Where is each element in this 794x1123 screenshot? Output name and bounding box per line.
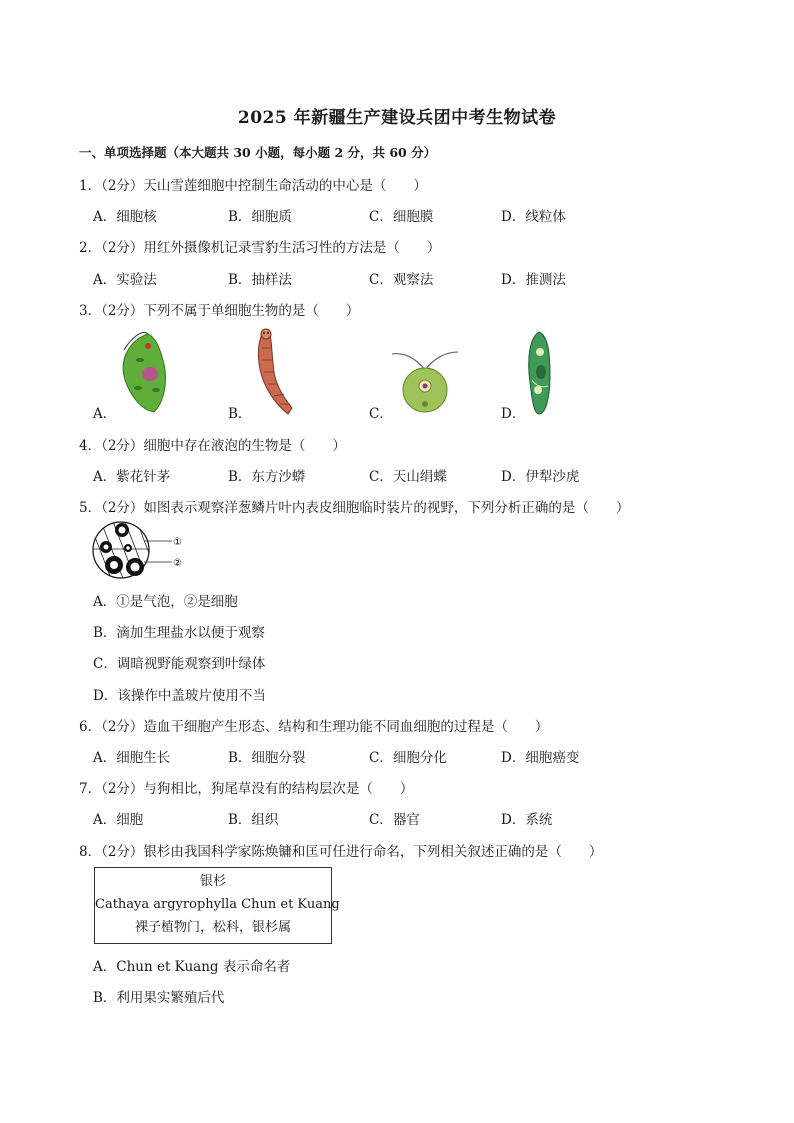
- q4-option-b: B．东方沙蟒: [228, 469, 306, 485]
- q4-option-d: D．伊犁沙虎: [501, 469, 580, 485]
- question-1-stem: 1．（2分）天山雪莲细胞中控制生命活动的中心是（ ）: [79, 178, 427, 194]
- q6-option-a: A．细胞生长: [93, 750, 171, 766]
- q3-option-b: B．: [228, 406, 252, 422]
- q7-option-b: B．组织: [228, 812, 279, 828]
- microscope-field-image: [92, 519, 192, 581]
- q2-option-c: C．观察法: [369, 272, 434, 288]
- q2-option-b: B．抽样法: [228, 272, 292, 288]
- box-scientific-name: Cathaya argyrophylla Chun et Kuang: [95, 897, 340, 912]
- q3-option-c: C．: [369, 406, 393, 422]
- q2-option-a: A．实验法: [93, 272, 157, 288]
- q3-option-a: A．: [93, 406, 117, 422]
- q6-option-b: B．细胞分裂: [228, 750, 306, 766]
- q7-option-a: A．细胞: [93, 812, 144, 828]
- q1-option-c: C．细胞膜: [369, 209, 434, 225]
- euglena-image: [118, 330, 178, 416]
- question-2-stem: 2．（2分）用红外摄像机记录雪豹生活习性的方法是（ ）: [79, 240, 441, 256]
- box-common-name: 银杉: [199, 874, 226, 889]
- question-3-stem: 3．（2分）下列不属于单细胞生物的是（ ）: [79, 303, 360, 319]
- section-heading: 一、单项选择题（本大题共 30 小题，每小题 2 分，共 60 分）: [79, 145, 437, 160]
- q1-option-b: B．细胞质: [228, 209, 292, 225]
- box-taxonomy: 裸子植物门，松科，银杉属: [134, 920, 291, 935]
- figure-label-1: ①: [173, 537, 182, 548]
- page-title: 2025 年新疆生产建设兵团中考生物试卷: [237, 108, 557, 128]
- q2-option-d: D．推测法: [501, 272, 566, 288]
- q5-option-c: C．调暗视野能观察到叶绿体: [93, 656, 266, 672]
- q4-option-c: C．天山绢蝶: [369, 469, 447, 485]
- q1-option-d: D．线粒体: [501, 209, 566, 225]
- q7-option-c: C．器官: [369, 812, 420, 828]
- q6-option-d: D．细胞癌变: [501, 750, 580, 766]
- q4-option-a: A．紫花针茅: [93, 469, 171, 485]
- classification-box: [94, 867, 340, 944]
- figure-label-2: ②: [173, 558, 182, 569]
- paramecium-image: [524, 330, 554, 416]
- question-7-stem: 7．（2分）与狗相比，狗尾草没有的结构层次是（ ）: [79, 781, 414, 797]
- q6-option-c: C．细胞分化: [369, 750, 447, 766]
- q5-option-d: D．该操作中盖玻片使用不当: [93, 688, 266, 704]
- q7-option-d: D．系统: [501, 812, 553, 828]
- q8-option-a: A．Chun et Kuang 表示命名者: [93, 959, 291, 975]
- q8-option-b: B．利用果实繁殖后代: [93, 990, 225, 1006]
- q1-option-a: A．细胞核: [93, 209, 157, 225]
- tapeworm-image: [248, 328, 294, 418]
- question-6-stem: 6．（2分）造血干细胞产生形态、结构和生理功能不同血细胞的过程是（ ）: [79, 719, 549, 735]
- question-4-stem: 4．（2分）细胞中存在液泡的生物是（ ）: [79, 438, 346, 454]
- q5-option-b: B．滴加生理盐水以便于观察: [93, 625, 265, 641]
- q5-option-a: A．①是气泡，②是细胞: [93, 594, 238, 610]
- chlamydomonas-image: [390, 348, 460, 416]
- q3-option-d: D．: [501, 406, 526, 422]
- question-5-stem: 5．（2分）如图表示观察洋葱鳞片叶内表皮细胞临时装片的视野，下列分析正确的是（ ）: [79, 500, 630, 516]
- question-8-stem: 8．（2分）银杉由我国科学家陈焕镛和匡可任进行命名，下列相关叙述正确的是（ ）: [79, 844, 603, 860]
